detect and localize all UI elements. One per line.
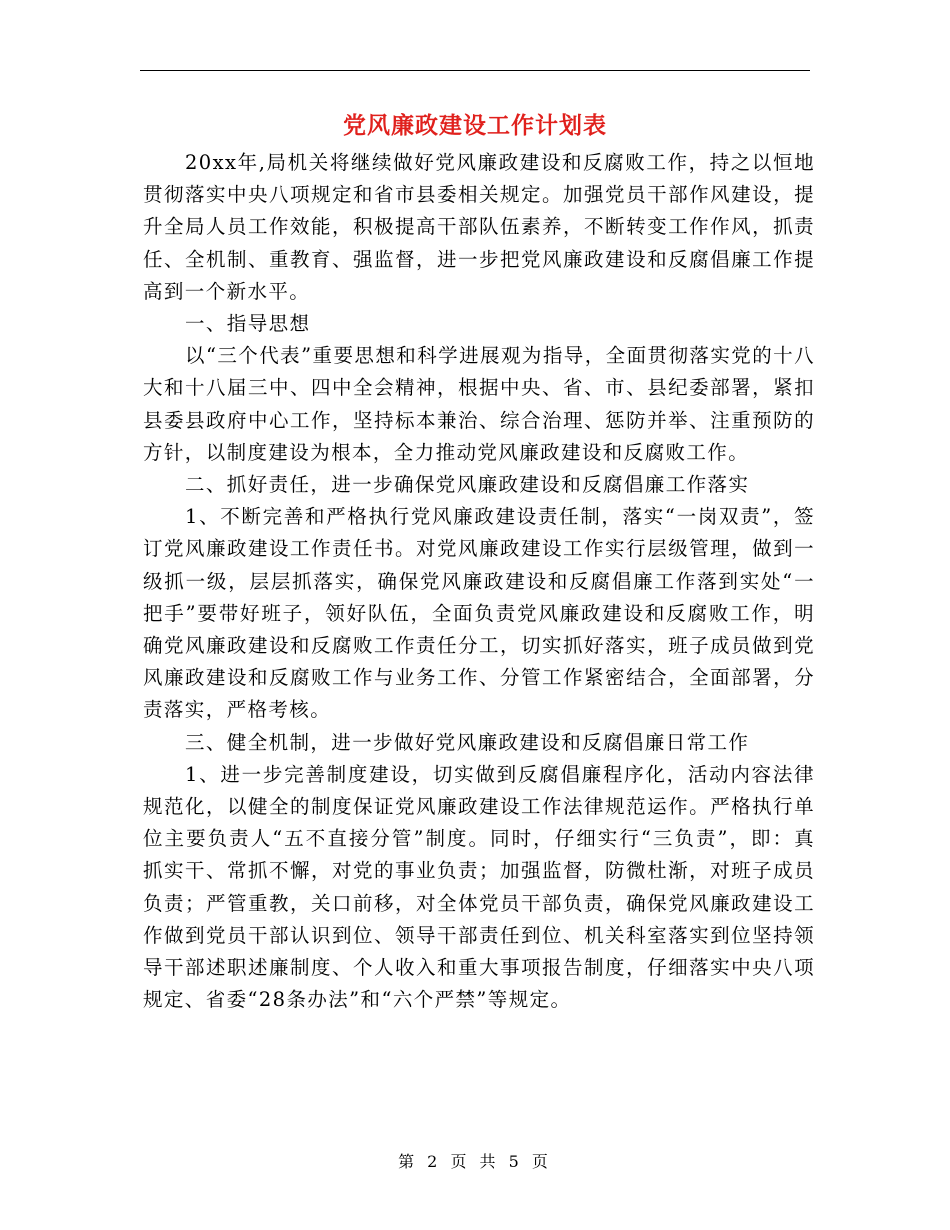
page-number: 第 2 页 共 5 页 bbox=[398, 1152, 552, 1171]
responsibility-paragraph: 1、不断完善和严格执行党风廉政建设责任制，落实“一岗双责”，签订党风廉政建设工作责任书。对党风廉政建设工作实行层级管理，做到一级抓一级，层层抓落实，确保党风廉政建设和反腐倡廉工作落到实处“一把手”要带好班子，领好队伍，全面负责党风廉政建设和反腐败工作，明确党风廉政建设和反腐败工作责任分工，切实抓好落实，班子成员做到党风廉政建设和反腐败工作与业务工作、分管工作紧密结合，全面部署，分责落实，严格考核。 bbox=[143, 505, 815, 722]
document-body bbox=[143, 147, 815, 1016]
document-title: 党风廉政建设工作计划表 bbox=[343, 112, 607, 139]
header-rule bbox=[140, 70, 810, 71]
intro-paragraph: 20xx年,局机关将继续做好党风廉政建设和反腐败工作，持之以恒地贯彻落实中央八项规定和省市县委相关规定。加强党员干部作风建设，提升全局人员工作效能，积极提高干部队伍素养，不断转变工作作风，抓责任、全机制、重教育、强监督，进一步把党风廉政建设和反腐倡廉工作提高到一个新水平。 bbox=[143, 151, 815, 303]
section-heading-mechanism: 三、健全机制，进一步做好党风廉政建设和反腐倡廉日常工作 bbox=[185, 730, 750, 754]
mechanism-paragraph: 1、进一步完善制度建设，切实做到反腐倡廉程序化，活动内容法律规范化，以健全的制度保证党风廉政建设工作法律规范运作。严格执行单位主要负责人“五不直接分管”制度。同时，仔细实行“三负责”，即：真抓实干、常抓不懈，对党的事业负责；加强监督，防微杜渐，对班子成员负责；严管重教，关口前移，对全体党员干部负责，确保党风廉政建设工作做到党员干部认识到位、领导干部责任到位、机关科室落实到位坚持领导干部述职述廉制度、个人收入和重大事项报告制度，仔细落实中央八项规定、省委“28条办法”和“六个严禁”等规定。 bbox=[143, 762, 815, 1012]
guiding-thought-paragraph: 以“三个代表”重要思想和科学进展观为指导，全面贯彻落实党的十八大和十八届三中、四中全会精神，根据中央、省、市、县纪委部署，紧扣县委县政府中心工作，坚持标本兼治、综合治理、惩防并举、注重预防的方针，以制度建设为根本，全力推动党风廉政建设和反腐败工作。 bbox=[143, 344, 815, 464]
section-heading-responsibility: 二、抓好责任，进一步确保党风廉政建设和反腐倡廉工作落实 bbox=[185, 473, 750, 497]
section-heading-guiding-thought: 一、指导思想 bbox=[185, 312, 311, 336]
